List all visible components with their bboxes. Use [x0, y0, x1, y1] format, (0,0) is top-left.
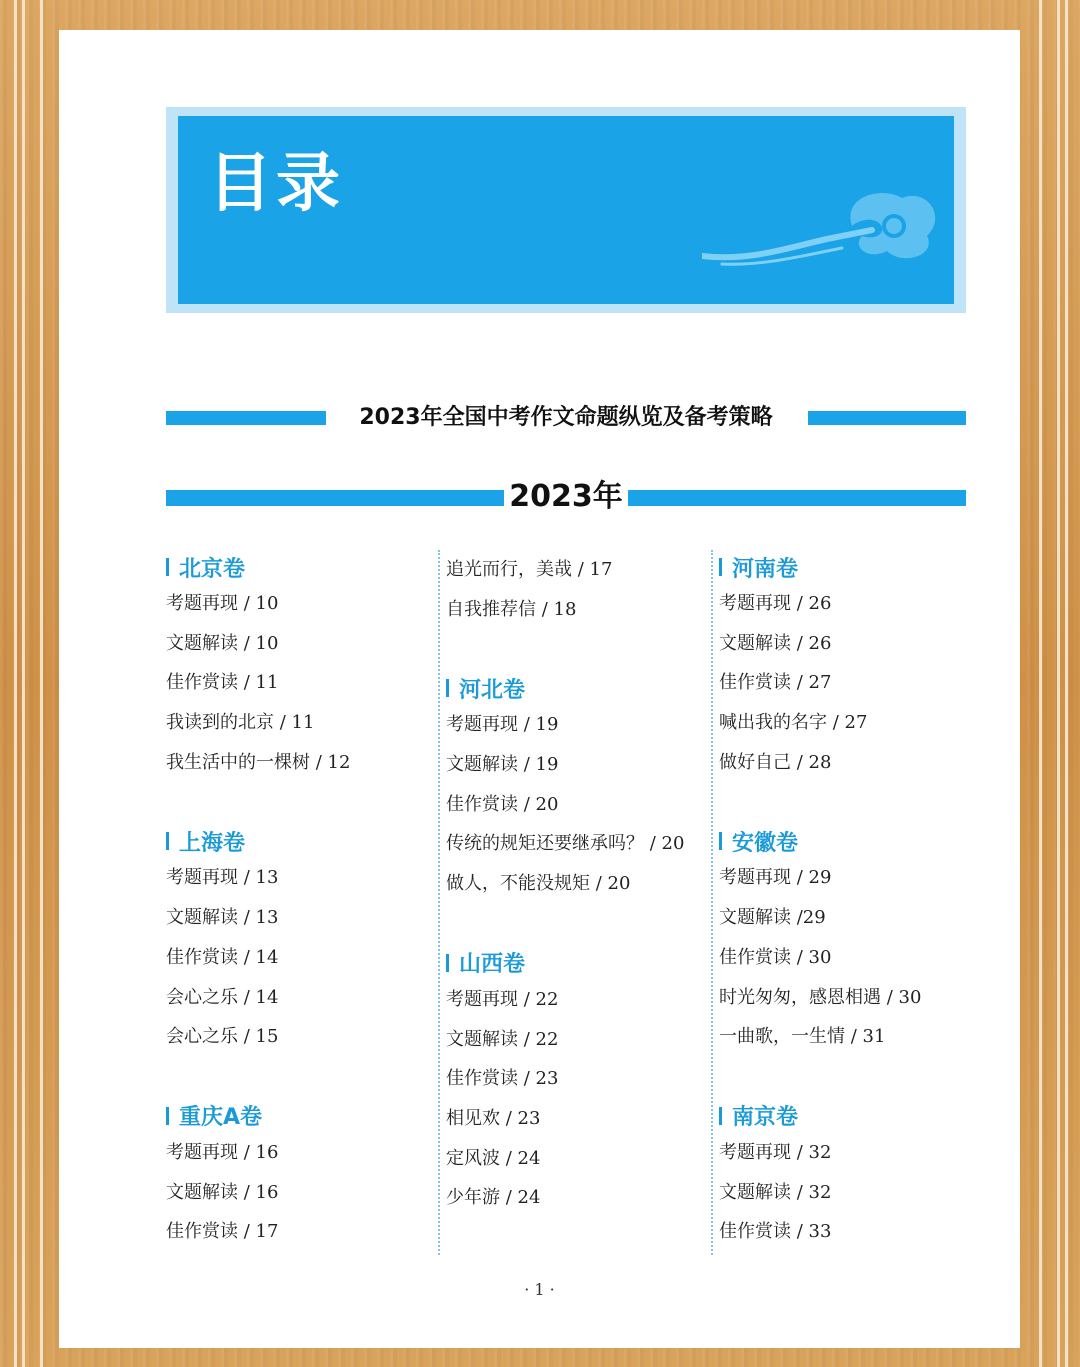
entry-text: 会心之乐 — [166, 986, 238, 1008]
entry-page: / 26 — [796, 632, 832, 654]
subtitle-banner — [166, 403, 966, 433]
entry-text: 文题解读 — [719, 632, 791, 654]
toc-entry[interactable] — [444, 705, 704, 745]
toc-section — [166, 824, 426, 1056]
entry-page: / 27 — [832, 712, 868, 734]
toc-column-1 — [166, 550, 426, 1294]
entry-page: / 11 — [279, 712, 315, 734]
toc-entry[interactable] — [444, 785, 704, 825]
year-banner — [166, 480, 966, 514]
section-mark — [719, 832, 722, 850]
wood-stripe-left-2 — [22, 0, 25, 1367]
toc-entry[interactable] — [444, 824, 704, 864]
entry-text: 佳作赏读 — [719, 946, 791, 968]
wood-stripe-right-2 — [1057, 0, 1060, 1367]
entry-text: 考题再现 — [166, 867, 238, 889]
entry-text: 我生活中的一棵树 — [166, 751, 310, 773]
entry-page: / 24 — [505, 1147, 541, 1169]
subtitle-label — [166, 403, 966, 433]
toc-column-3 — [711, 550, 977, 1255]
entry-text: 考题再现 — [166, 593, 238, 614]
section-title-text: 北京卷 — [179, 556, 246, 582]
section-title-text: 安徽卷 — [732, 830, 799, 856]
entry-text: 佳作赏读 — [446, 793, 518, 815]
toc-entry[interactable] — [166, 703, 426, 743]
toc-column-2 — [438, 550, 704, 1255]
section-title-text: 重庆A卷 — [179, 1105, 263, 1131]
entry-page: / 23 — [523, 1068, 559, 1090]
entry-page: / 22 — [523, 988, 559, 1010]
entry-text: 佳作赏读 — [166, 672, 238, 694]
entry-text: 文题解读 — [166, 907, 238, 929]
entry-page: / 15 — [243, 1026, 279, 1048]
title-banner-inner — [178, 116, 954, 304]
entry-text: 做人，不能没规矩 — [446, 873, 590, 895]
toc-entry[interactable] — [166, 1017, 426, 1057]
section-mark — [166, 558, 169, 576]
entry-text: 文题解读 — [166, 632, 238, 654]
section-mark — [166, 1107, 169, 1125]
entry-text: 考题再现 — [446, 988, 518, 1010]
entry-page: / 26 — [796, 593, 832, 614]
entry-page: / 28 — [796, 751, 832, 773]
section-mark — [446, 679, 449, 697]
entry-page: /29 — [796, 907, 826, 929]
toc-section — [444, 946, 704, 1218]
toc-entry[interactable] — [166, 978, 426, 1018]
entry-text: 时光匆匆，感恩相遇 — [719, 986, 881, 1008]
toc-entry[interactable] — [444, 864, 704, 904]
entry-text: 相见欢 — [446, 1107, 500, 1129]
entry-page: / 30 — [796, 946, 832, 968]
toc-entry[interactable] — [166, 663, 426, 703]
toc-entry[interactable] — [444, 980, 704, 1020]
toc-entry[interactable] — [444, 1178, 704, 1218]
wood-stripe-right-1 — [1039, 0, 1042, 1367]
toc-entry[interactable] — [166, 584, 426, 624]
entry-page: / 32 — [796, 1181, 832, 1203]
section-mark — [166, 832, 169, 850]
entry-page: / 13 — [243, 867, 279, 889]
toc-entry[interactable] — [717, 584, 977, 624]
toc-section — [166, 1099, 426, 1252]
section-title-text: 河南卷 — [732, 556, 799, 582]
entry-page: / 27 — [796, 672, 832, 694]
entry-text: 会心之乐 — [166, 1026, 238, 1048]
entry-text: 考题再现 — [719, 593, 791, 614]
entry-page: / 13 — [243, 907, 279, 929]
entry-text: 追光而行，美哉 — [446, 559, 572, 580]
entry-page: / 14 — [243, 946, 279, 968]
entry-page: / 29 — [796, 867, 832, 889]
entry-text: 佳作赏读 — [446, 1068, 518, 1090]
entry-page: / 20 — [523, 793, 559, 815]
entry-page: / 19 — [523, 714, 559, 736]
toc-section — [166, 550, 426, 782]
entry-text: 考题再现 — [719, 867, 791, 889]
toc-entry[interactable] — [717, 743, 977, 783]
entry-text: 我读到的北京 — [166, 712, 274, 734]
entry-text: 文题解读 — [446, 754, 518, 776]
entry-text: 佳作赏读 — [166, 1221, 238, 1243]
entry-text: 文题解读 — [446, 1028, 518, 1050]
toc-section — [717, 1099, 977, 1252]
section-title — [166, 550, 426, 584]
toc-entry[interactable] — [717, 1017, 977, 1057]
section-title — [717, 1099, 977, 1133]
entry-page: / 17 — [243, 1221, 279, 1243]
toc-entry[interactable] — [444, 1099, 704, 1139]
toc-entry[interactable] — [166, 1133, 426, 1173]
entry-page: / 10 — [243, 632, 279, 654]
section-title-text: 上海卷 — [179, 830, 246, 856]
entry-text: 喊出我的名字 — [719, 712, 827, 734]
toc-entry[interactable] — [717, 703, 977, 743]
entry-text: 佳作赏读 — [719, 1221, 791, 1243]
entry-text: 佳作赏读 — [166, 946, 238, 968]
toc-entry[interactable] — [444, 590, 704, 630]
entry-page: / 18 — [541, 598, 577, 620]
entry-page: / 33 — [796, 1221, 832, 1243]
toc-entry[interactable] — [717, 663, 977, 703]
cloud-icon — [702, 186, 942, 276]
section-title — [444, 671, 704, 705]
wood-stripe-right-3 — [1065, 0, 1068, 1367]
entry-page: / 14 — [243, 986, 279, 1008]
entry-text: 文题解读 — [719, 1181, 791, 1203]
subtitle-text: 2023年全国中考作文命题纵览及备考策略 — [355, 405, 776, 430]
entry-page: / 19 — [523, 754, 559, 776]
toc-entry[interactable] — [444, 745, 704, 785]
toc-entry[interactable] — [444, 1020, 704, 1060]
toc-entry[interactable] — [717, 898, 977, 938]
entry-text: 一曲歌，一生情 — [719, 1026, 845, 1048]
entry-text: 少年游 — [446, 1187, 500, 1209]
toc-section — [444, 671, 704, 903]
section-mark — [446, 954, 449, 972]
year-text: 2023年 — [505, 479, 627, 514]
entry-text: 考题再现 — [166, 1141, 238, 1163]
toc-entry[interactable] — [717, 978, 977, 1018]
entry-text: 考题再现 — [719, 1141, 791, 1163]
entry-page: / 12 — [315, 751, 351, 773]
page-number: · 1 · — [524, 1280, 555, 1299]
toc-entry[interactable] — [166, 624, 426, 664]
entry-page: / 10 — [243, 593, 279, 614]
entry-page: / 22 — [523, 1028, 559, 1050]
entry-page: / 20 — [595, 873, 631, 895]
section-title-text: 河北卷 — [459, 677, 526, 703]
toc-entry[interactable] — [166, 1173, 426, 1213]
entry-text: 传统的规矩还要继承吗？ — [446, 833, 644, 855]
toc-section — [717, 550, 977, 782]
toc-section — [717, 824, 977, 1056]
toc-entry[interactable] — [717, 1212, 977, 1252]
toc-entry[interactable] — [166, 938, 426, 978]
entry-text: 文题解读 — [166, 1181, 238, 1203]
section-title — [717, 824, 977, 858]
entry-text: 考题再现 — [446, 714, 518, 736]
section-title — [166, 1099, 426, 1133]
toc-entry[interactable] — [717, 938, 977, 978]
toc-entry[interactable] — [444, 1139, 704, 1179]
toc-entry[interactable] — [166, 858, 426, 898]
entry-page: / 11 — [243, 672, 279, 694]
section-mark — [719, 558, 722, 576]
toc-entry[interactable] — [717, 858, 977, 898]
entry-text: 佳作赏读 — [719, 672, 791, 694]
toc-entry[interactable] — [717, 1133, 977, 1173]
entry-page: / 23 — [505, 1107, 541, 1129]
entry-page: / 31 — [850, 1026, 886, 1048]
section-title — [717, 550, 977, 584]
document-page — [59, 30, 1020, 1348]
toc-section-continued — [444, 550, 704, 629]
section-mark — [719, 1107, 722, 1125]
title-banner — [166, 107, 966, 313]
entry-page: / 16 — [243, 1141, 279, 1163]
toc-entry[interactable] — [444, 1059, 704, 1099]
toc-entry[interactable] — [717, 1173, 977, 1213]
year-label — [166, 480, 966, 514]
entry-page: / 16 — [243, 1181, 279, 1203]
toc-entry[interactable] — [166, 743, 426, 783]
entry-page: / 24 — [505, 1187, 541, 1209]
entry-text: 做好自己 — [719, 751, 791, 773]
entry-text: 文题解读 — [719, 907, 791, 929]
section-title-text: 南京卷 — [732, 1105, 799, 1131]
toc-entry[interactable] — [717, 624, 977, 664]
wood-stripe-left-3 — [40, 0, 43, 1367]
section-title — [444, 946, 704, 980]
entry-text: 定风波 — [446, 1147, 500, 1169]
wood-stripe-left-1 — [14, 0, 17, 1367]
entry-page: / 17 — [577, 559, 613, 580]
entry-page: / 20 — [649, 833, 685, 855]
toc-entry[interactable] — [166, 898, 426, 938]
section-title — [166, 824, 426, 858]
page-title: 目录 — [208, 147, 344, 221]
section-title-text: 山西卷 — [459, 952, 526, 978]
entry-text: 自我推荐信 — [446, 598, 536, 620]
entry-page: / 32 — [796, 1141, 832, 1163]
toc-entry[interactable] — [166, 1212, 426, 1252]
entry-page: / 30 — [886, 986, 922, 1008]
toc-entry[interactable] — [444, 550, 704, 590]
